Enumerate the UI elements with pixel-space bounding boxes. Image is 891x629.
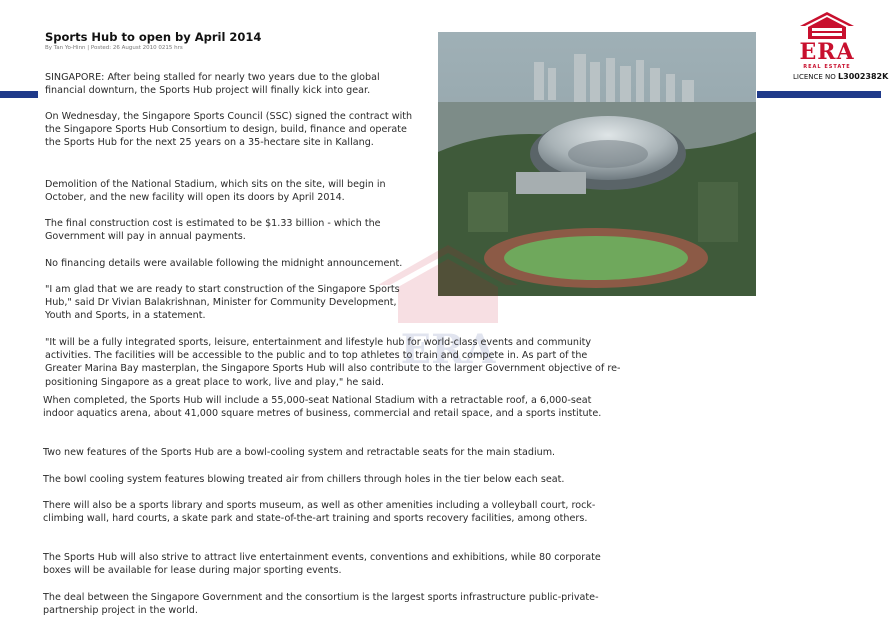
licence-number: L3002382K — [838, 72, 889, 81]
header-band-left — [0, 91, 38, 98]
licence-label: LICENCE NO — [793, 73, 836, 81]
paragraph: The deal between the Singapore Government and the consortium is the largest sports infrastructure public-private-partnership project in the world. — [43, 592, 599, 617]
paragraph: There will also be a sports library and sports museum, as well as other amenities including a volleyball court, rock-climbing wall, hard courts, a skate park and state-of-the-art training and sports recovery facilities, among others. — [43, 500, 596, 525]
paragraph: The Sports Hub will also strive to attract live entertainment events, conventions and exhibitions, while 80 corporate boxes will be available for lease during major sporting events. — [43, 552, 601, 577]
logo-subtitle: REAL ESTATE — [803, 64, 851, 70]
paragraph: No financing details were available following the midnight announcement. — [45, 258, 403, 269]
paragraph: The final construction cost is estimated to be $1.33 billion - which the Government will pay in annual payments. — [45, 218, 381, 243]
logo-word: ERA — [799, 39, 855, 65]
article-byline: By Tan Yo-Hinn | Posted: 26 August 2010 0215 hrs — [45, 45, 183, 51]
licence-info — [793, 72, 889, 82]
article-title: Sports Hub to open by April 2014 — [45, 30, 262, 44]
paragraph: "I am glad that we are ready to start construction of the Singapore Sports Hub," said Dr Vivian Balakrishnan, Minister for Community Development, Youth and Sports, in a statement. — [45, 284, 400, 322]
header-band-right — [757, 91, 881, 98]
svg-text:ERA: ERA — [400, 326, 496, 373]
paragraph: On Wednesday, the Singapore Sports Council (SSC) signed the contract with the Singapore Sports Hub Consortium to design, build, finance and operate the Sports Hub for the next 25 years on a 35-hectare site in Kallang. — [45, 111, 413, 149]
era-logo — [793, 12, 889, 84]
paragraph: Demolition of the National Stadium, which sits on the site, will begin in October, and the new facility will open its doors by April 2014. — [45, 179, 386, 204]
house-roof-icon — [800, 12, 854, 40]
paragraph: The bowl cooling system features blowing treated air from chillers through holes in the tier below each seat. — [43, 474, 565, 485]
paragraph: When completed, the Sports Hub will include a 55,000-seat National Stadium with a retractable roof, a 6,000-seat indoor aquatics arena, about 41,000 square metres of business, commercial and retail space, and a sports institute. — [43, 395, 602, 420]
paragraph: "It will be a fully integrated sports, leisure, entertainment and lifestyle hub for world-class events and community activities. The facilities will be accessible to the public and to top athletes to train and compete in. As part of the Greater Marina Bay masterplan, the Singapore Sports Hub will also contribute to the larger Government objective of re-positioning Singapore as a great place to work, live and play," he said. — [45, 337, 621, 388]
paragraph: SINGAPORE: After being stalled for nearly two years due to the global financial downturn, the Sports Hub project will finally kick into gear. — [45, 72, 380, 97]
sports-hub-photo — [438, 32, 756, 296]
paragraph: Two new features of the Sports Hub are a bowl-cooling system and retractable seats for the main stadium. — [43, 447, 556, 458]
